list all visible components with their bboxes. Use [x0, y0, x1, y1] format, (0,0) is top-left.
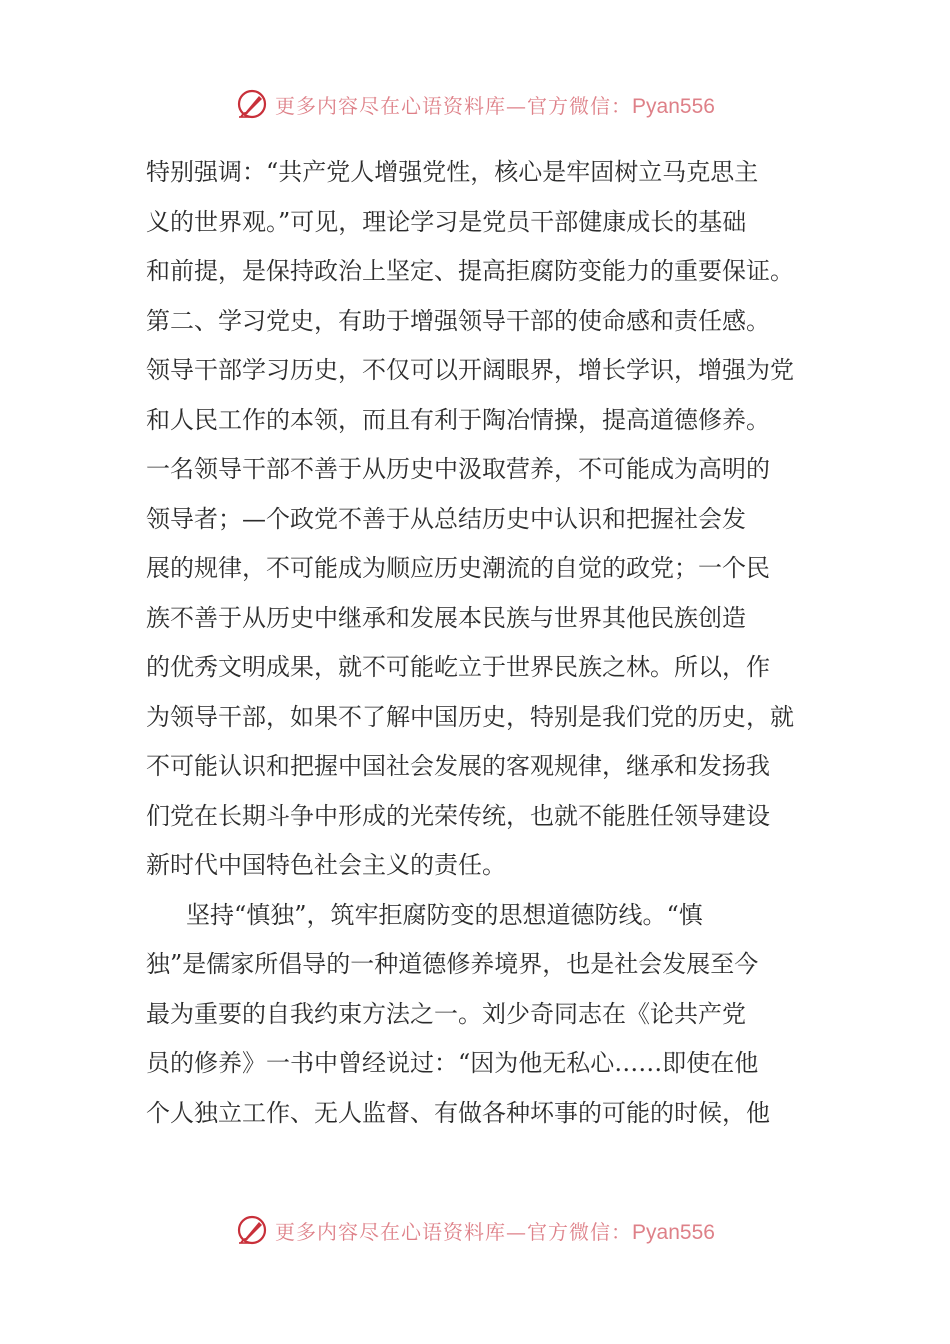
watermark-text: 更多内容尽在心语资料库—官方微信：Pyan556: [275, 1219, 715, 1244]
wechat-account: Pyan556: [632, 94, 715, 118]
text-line: 新时代中国特色社会主义的责任。: [146, 851, 506, 879]
text-line: 不可能认识和把握中国社会发展的客观规律，继承和发扬我: [146, 752, 770, 780]
header-watermark-banner: [0, 84, 950, 124]
text-line: 第二、学习党史，有助于增强领导干部的使命感和责任感。: [146, 306, 770, 335]
paragraph-first-line: 坚持“慎独”，筑牢拒腐防变的思想道德防线。“慎: [186, 900, 703, 929]
text-line: 个人独立工作、无人监督、有做各种坏事的可能的时候，他: [146, 1098, 770, 1127]
quill-pen-logo-icon: [235, 1213, 269, 1247]
text-line: 的优秀文明成果，就不可能屹立于世界民族之林。所以，作: [146, 653, 770, 681]
text-line: 员的修养》一书中曾经说过：“因为他无私心……即使在他: [146, 1049, 759, 1077]
wechat-account: Pyan556: [632, 1220, 715, 1244]
text-line: 最为重要的自我约束方法之一。刘少奇同志在《论共产党: [146, 999, 746, 1028]
text-line: 义的世界观。”可见，理论学习是党员干部健康成长的基础: [146, 207, 747, 236]
text-line: 特别强调：“共产党人增强党性，核心是牢固树立马克思主: [146, 158, 759, 186]
text-line: 一名领导干部不善于从历史中汲取营养，不可能成为高明的: [146, 455, 770, 483]
watermark-text: 更多内容尽在心语资料库—官方微信：Pyan556: [275, 93, 715, 118]
quill-pen-logo-icon: [235, 87, 269, 121]
text-line: 独”是儒家所倡导的一种道德修养境界，也是社会发展至今: [146, 950, 759, 978]
footer-watermark-banner: [0, 1210, 950, 1250]
text-line: 和人民工作的本领，而且有利于陶冶情操，提高道德修养。: [146, 405, 770, 434]
text-line: 族不善于从历史中继承和发展本民族与世界其他民族创造: [146, 603, 746, 632]
text-line: 领导者；—个政党不善于从总结历史中认识和把握社会发: [146, 504, 746, 533]
text-line: 领导干部学习历史，不仅可以开阔眼界，增长学识，增强为党: [146, 356, 794, 384]
text-line: 为领导干部，如果不了解中国历史，特别是我们党的历史，就: [146, 702, 794, 731]
text-line: 展的规律，不可能成为顺应历史潮流的自觉的政党；一个民: [146, 554, 770, 582]
document-body: [146, 148, 806, 1138]
text-line: 们党在长期斗争中形成的光荣传统，也就不能胜任领导建设: [146, 801, 770, 830]
text-line: 和前提，是保持政治上坚定、提高拒腐防变能力的重要保证。: [146, 257, 794, 285]
